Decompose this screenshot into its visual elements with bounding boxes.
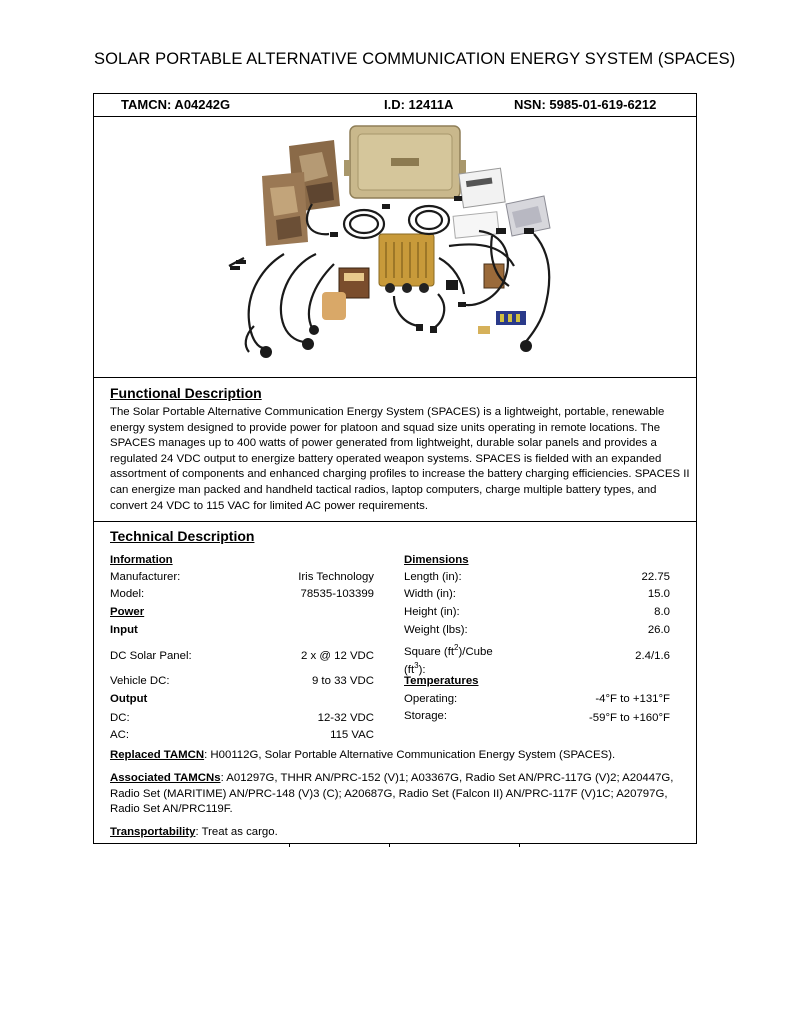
- operating-temp-value: -4°F to +131°F: [595, 693, 670, 705]
- input-heading: Input: [110, 624, 138, 636]
- identification-row: [94, 94, 696, 117]
- weight-label: Weight (lbs):: [404, 624, 468, 636]
- length-value: 22.75: [641, 571, 670, 583]
- dimensions-heading: Dimensions: [404, 554, 469, 566]
- height-value: 8.0: [654, 606, 670, 618]
- table-tick-mark: [519, 844, 520, 847]
- width-label: Width (in):: [404, 588, 456, 600]
- operating-temp-label: Operating:: [404, 693, 458, 705]
- dc-solar-panel-value: 2 x @ 12 VDC: [301, 650, 374, 662]
- associated-tamcns-label: Associated TAMCNs: [110, 772, 221, 784]
- weight-value: 26.0: [647, 624, 670, 636]
- functional-description-text: The Solar Portable Alternative Communication Energy System (SPACES) is a lightweight, portable, renewable energy system designed to provide power for platoon and squad size units operating in remote locations. The SPACES manages up to 400 watts of power generated from lightweight, durable solar panels and provides a regulated 24 VDC output to energize battery operated weapon systems. SPACES is fielded with an expanded assortment of components and enhanced charging profiles to increase the battery charging efficiencies. SPACES II can energize man packed and handheld tactical radios, laptop computers, charge multiple battery types, and convert 24 VDC to 115 VAC for limited AC power requirements.: [110, 406, 690, 512]
- document-title: SOLAR PORTABLE ALTERNATIVE COMMUNICATION ENERGY SYSTEM (SPACES): [94, 50, 736, 68]
- associated-tamcns: [110, 771, 685, 818]
- manufacturer-value: Iris Technology: [298, 571, 374, 583]
- technical-description-heading: Technical Description: [110, 528, 255, 544]
- output-heading: Output: [110, 693, 148, 705]
- manufacturer-label: Manufacturer:: [110, 571, 181, 583]
- table-tick-mark: [289, 844, 290, 847]
- power-heading: Power: [110, 606, 145, 618]
- nsn-label: NSN: 5985-01-619-6212: [514, 97, 657, 112]
- storage-temp-value: -59°F to +160°F: [589, 712, 670, 724]
- id-label: I.D: 12411A: [384, 97, 454, 112]
- carrying-case-image: [344, 126, 466, 198]
- vehicle-dc-label: Vehicle DC:: [110, 675, 170, 687]
- equipment-photo: [94, 116, 696, 378]
- camo-pouch-image: [262, 140, 340, 246]
- tamcn-label: TAMCN: A04242G: [121, 97, 231, 112]
- replaced-tamcn-label: Replaced TAMCN: [110, 749, 205, 761]
- width-value: 15.0: [647, 588, 670, 600]
- transportability-label: Transportability: [110, 826, 196, 838]
- square-cube-label: Square $(ft^2)$/Cube $(ft^3)$:: [404, 643, 493, 676]
- manual-booklets-image: [453, 168, 505, 238]
- square-cube-value: 2.4/1.6: [635, 650, 670, 662]
- ac-output-value: 115 VAC: [330, 729, 374, 741]
- equipment-photo-illustration: [94, 116, 696, 377]
- table-tick-mark: [389, 844, 390, 847]
- information-heading: Information: [110, 554, 173, 566]
- transportability: [110, 825, 685, 841]
- height-label: Height (in):: [404, 606, 460, 618]
- vehicle-dc-value: 9 to 33 VDC: [311, 675, 374, 687]
- associated-tamcns-text: : A01297G, THHR AN/PRC-152 (V)1; A03367G, Radio Set AN/PRC-117G (V)2; A20447G, Radio Set (MARITIME) AN/PRC-148 (V)3 (C); A20687G, Radio Set (Falcon II) AN/PRC-117F (V)1C; A20797G, Radio Set AN/PRC119F.: [110, 772, 674, 816]
- dc-output-value: 12-32 VDC: [317, 712, 374, 724]
- functional-description-heading: Functional Description: [110, 385, 262, 401]
- transportability-text: : Treat as cargo.: [195, 826, 278, 838]
- model-label: Model:: [110, 588, 145, 600]
- storage-temp-label: Storage:: [404, 710, 448, 722]
- length-label: Length (in):: [404, 571, 462, 583]
- power-manager-box-image: [379, 234, 434, 293]
- replaced-tamcn-text: : H00112G, Solar Portable Alternative Communication Energy System (SPACES).: [204, 749, 616, 761]
- data-sheet-frame: [93, 93, 697, 844]
- replaced-tamcn: [110, 748, 685, 764]
- dc-output-label: DC:: [110, 712, 130, 724]
- dc-solar-panel-label: DC Solar Panel:: [110, 650, 192, 662]
- section-divider: [94, 521, 696, 522]
- model-value: 78535-103399: [300, 588, 374, 600]
- ac-output-label: AC:: [110, 729, 129, 741]
- temperatures-heading: Temperatures: [404, 675, 479, 687]
